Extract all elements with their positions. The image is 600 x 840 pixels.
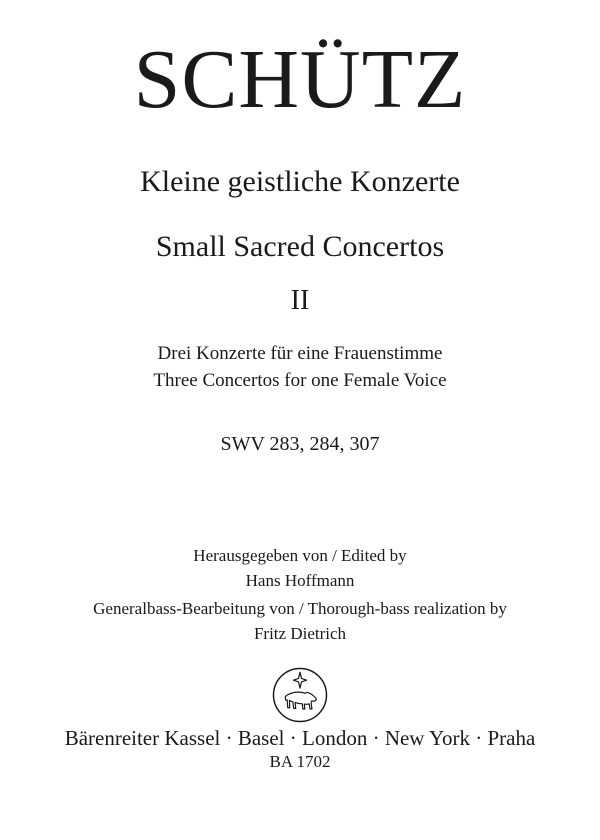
- bear-icon: [285, 692, 316, 709]
- editor-name: Hans Hoffmann: [245, 571, 355, 590]
- realization-label: Generalbass-Bearbeitung von / Thorough-bass realization by: [93, 599, 507, 618]
- publisher-cities-line: Bärenreiter Kassel · Basel · London · New York · Praha: [64, 726, 536, 750]
- logo-circle: [273, 668, 326, 721]
- subtitle-german: Drei Konzerte für eine Frauenstimme: [157, 343, 443, 364]
- realization-name: Fritz Dietrich: [253, 624, 347, 643]
- composer-name: SCHÜTZ: [133, 33, 467, 126]
- work-title-english: Small Sacred Concertos: [155, 230, 445, 263]
- editor-label: Herausgegeben von / Edited by: [193, 546, 407, 565]
- baerenreiter-logo-icon: [272, 666, 329, 724]
- work-title-german: Kleine geistliche Konzerte: [140, 165, 460, 198]
- volume-number: II: [290, 285, 310, 316]
- catalog-numbers: SWV 283, 284, 307: [220, 433, 380, 455]
- edition-number: BA 1702: [269, 752, 331, 771]
- star-icon: [293, 672, 306, 688]
- subtitle-english: Three Concertos for one Female Voice: [153, 370, 447, 391]
